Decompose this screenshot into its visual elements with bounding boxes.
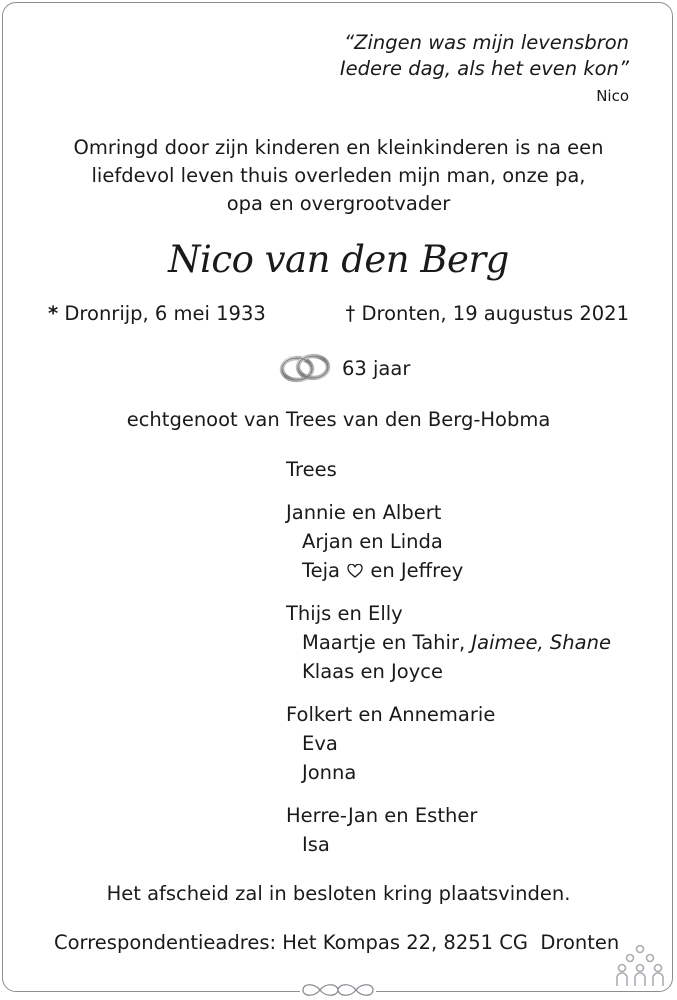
family-parent: Folkert en Annemarie	[286, 703, 496, 726]
intro-line-3: opa en overgrootvader	[226, 192, 451, 215]
family-child: Arjan en Linda	[302, 530, 443, 553]
family-child-name: Teja	[302, 559, 340, 582]
spouse-line: echtgenoot van Trees van den Berg-Hobma	[126, 408, 551, 431]
family-parent: Thijs en Elly	[286, 602, 403, 625]
family-group-1	[286, 498, 611, 585]
family-child: Isa	[302, 833, 330, 856]
family-child-name: Maartje en Tahir,	[302, 631, 466, 654]
family-group-4	[286, 801, 611, 859]
marriage-duration	[276, 350, 410, 386]
family-child: Eva	[302, 732, 338, 755]
great-grandchildren: Jaimee, Shane	[471, 631, 611, 654]
death-cross-icon: †	[345, 302, 356, 325]
marriage-years: 63 jaar	[342, 356, 411, 380]
family-spouse-group	[286, 455, 611, 484]
farewell-text: Het afscheid zal in besloten kring plaatsvinden.	[106, 882, 571, 905]
intro-text	[0, 134, 677, 218]
family-spouse: Trees	[286, 458, 337, 481]
death-text: Dronten, 19 augustus 2021	[361, 302, 629, 325]
quote-author: Nico	[596, 87, 629, 105]
family-child: Klaas en Joyce	[302, 660, 443, 683]
heart-icon	[347, 564, 363, 578]
family-group-3	[286, 700, 611, 787]
quote-block	[340, 30, 629, 108]
family-child-with-partner	[286, 556, 611, 585]
family-child-partner: en Jeffrey	[370, 559, 464, 582]
quote-line-1: “Zingen was mijn levensbron	[344, 31, 629, 54]
family-parent: Jannie en Albert	[286, 501, 442, 524]
correspondence-address: Correspondentieadres: Het Kompas 22, 8251 CG Dronten	[54, 931, 620, 954]
birth-text: Dronrijp, 6 mei 1933	[64, 302, 266, 325]
death-info	[346, 300, 629, 328]
wedding-rings-icon	[276, 351, 334, 385]
family-figures-icon	[616, 944, 664, 988]
birth-info	[48, 300, 266, 328]
infinity-ornament-icon	[300, 980, 376, 1000]
family-list	[286, 455, 611, 873]
family-group-2	[286, 599, 611, 686]
quote-line-2: Iedere dag, als het even kon”	[339, 57, 629, 80]
intro-line-2: liefdevol leven thuis overleden mijn man, onze pa,	[91, 164, 586, 187]
family-child: Jonna	[302, 761, 357, 784]
deceased-name: Nico van den Berg	[168, 238, 509, 281]
birth-star-icon: *	[48, 302, 59, 325]
intro-line-1: Omringd door zijn kinderen en kleinkinderen is na een	[73, 136, 604, 159]
family-parent: Herre-Jan en Esther	[286, 804, 478, 827]
family-child-with-grandchildren	[286, 628, 611, 657]
